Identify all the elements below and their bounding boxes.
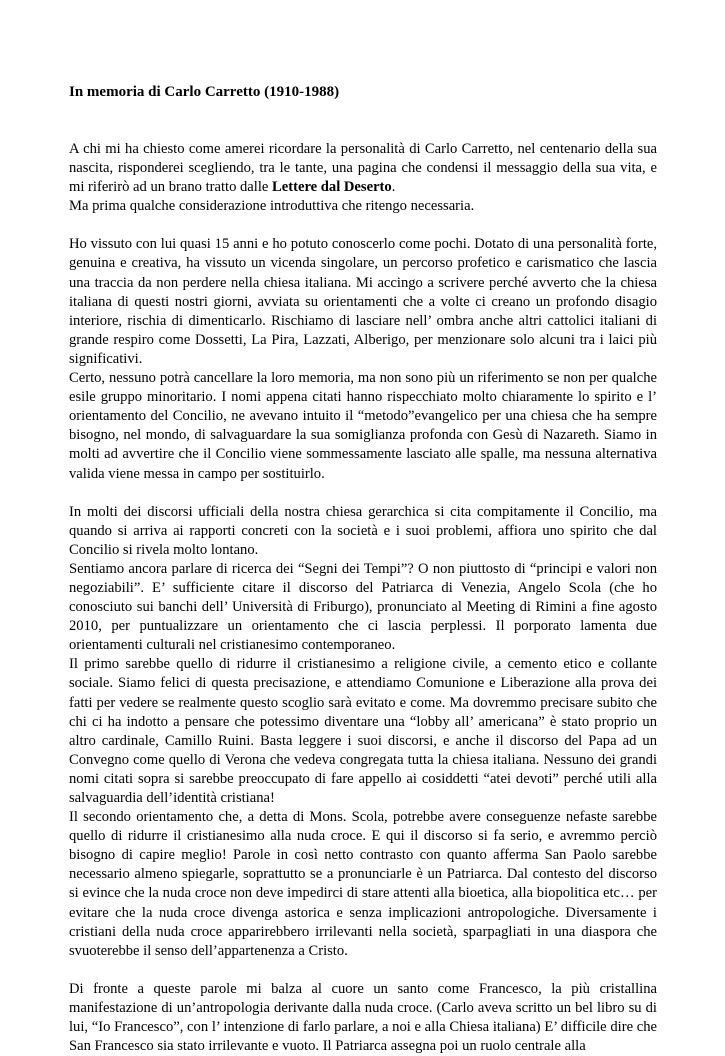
paragraph-second-orientation: Il secondo orientamento che, a detta di Mons. Scola, potrebbe avere conseguenze nefaste sarebbe quello di ridurre il cristianesimo alla nuda croce. E qui il discorso si fa serio, e avremmo perciò bisogno di capire meglio! Parole in così netto contrasto con quanto afferma San Paolo sarebbe necessario almeno spiegarle, soprattutto se a pronunciarle è un Patriarca. Dal contesto del discorso si evince che la nuda croce non deve impedirci di stare attenti alla bioetica, alla biopolitica etc… per evitare che la nuda croce divenga astorica e senza implicazioni antropologiche. Diversamente i cristiani della nuda croce apparirebbero irrilevanti nella società, sparpagliati in una diaspora che svuoterebbe il senso dell’appartenenza a Cristo. xyxy=(69,809,657,959)
document-title: In memoria di Carlo Carretto (1910-1988) xyxy=(69,84,340,100)
paragraph-premise: Ma prima qualche considerazione introduttiva che ritengo necessaria. xyxy=(69,198,475,215)
paragraph-signs-of-times: Sentiamo ancora parlare di ricerca dei “Segni dei Tempi”? O non piuttosto di “principi e valori non negoziabili”. E’ sufficiente citare il discorso del Patriarca di Venezia, Angelo Scola (che ho conosciuto sui banchi dell’ Università di Friburgo), pronunciato al Meeting di Rimini a fine agosto 2010, per puntualizzare un orientamento che ci lascia perplessi. Il porporato lamenta due orientamenti culturali nel cristianesimo contemporaneo. xyxy=(69,560,657,654)
paragraph-francesco: Di fronte a queste parole mi balza al cuore un santo come Francesco, la più cristallina manifestazione di un’antropologia derivante dalla nuda croce. (Carlo aveva scritto un bel libro su di lui, “Io Francesco”, con l’ intenzione di farlo parlare, a noi e alla Chiesa italiana) E’ difficile dire che San Francesco sia stato irrilevante e vuoto. Il Patriarca assegna poi un ruolo centrale alla xyxy=(69,980,657,1055)
paragraph-intro xyxy=(69,140,657,197)
paragraph-council: Certo, nessuno potrà cancellare la loro memoria, ma non sono più un riferimento se non per qualche esile gruppo minoritario. I nomi appena citati hanno rispecchiato molto chiaramente lo spirito e l’ orientamento del Concilio, ne avevano intuito il “metodo”evangelico per una chiesa che ha sempre bisogno, nel mondo, di salvaguardare la sua somiglianza profonda con Gesù di Nazareth. Siamo in molti ad avvertire che il Concilio viene sommessamente lasciato alle spalle, ma nessuna alternativa valida viene messa in campo per sostituirlo. xyxy=(69,370,657,482)
intro-text: A chi mi ha chiesto come amerei ricordare la personalità di Carlo Carretto, nel centenario della sua nascita, risponderei scegliendo, tra le tante, una pagina che condensi il messaggio della sua vita, e mi riferirò ad un brano tratto dalle xyxy=(69,141,657,196)
paragraph-official-discourses: In molti dei discorsi ufficiali della nostra chiesa gerarchica si cita compitamente il Concilio, ma quando si arriva ai rapporti concreti con la società e i suoi problemi, affiora uno spirito che dal Concilio si rivela molto lontano. xyxy=(69,503,657,558)
intro-period: . xyxy=(391,179,396,196)
book-title-lettere-dal-deserto: Lettere dal Deserto xyxy=(272,179,392,196)
paragraph-memories: Ho vissuto con lui quasi 15 anni e ho potuto conoscerlo come pochi. Dotato di una personalità forte, genuina e creativa, ha vissuto un vicenda singolare, un percorso profetico e carismatico che lascia una traccia da non perdere nella chiesa italiana. Mi accingo a scrivere perché avverto che la chiesa italiana di questi nostri giorni, avviata su orientamenti che a volte ci creano un profondo disagio interiore, rischia di dimenticarlo. Rischiamo di lasciare nell’ ombra anche altri cattolici italiani di grande respiro come Dossetti, La Pira, Lazzati, Alberigo, per menzionare solo alcuni tra i laici più significativi. xyxy=(69,236,657,367)
paragraph-first-orientation: Il primo sarebbe quello di ridurre il cristianesimo a religione civile, a cemento etico e collante sociale. Siamo felici di questa precisazione, e attendiamo Comunione e Liberazione alla prova dei fatti per vedere se realmente questo scoglio sarà evitato e come. Ma dovremmo precisare subito che chi ci ha indotto a pensare che potessimo diventare una “lobby all’ americana” è stato proprio un altro cardinale, Camillo Ruini. Basta leggere i suoi discorsi, e anche il discorso del Papa ad un Convegno come quello di Verona che vedeva congregata tutta la chiesa italiana. Nessuno dei grandi nomi citati sopra si sarebbe preoccupato di fare appello ai cosiddetti “atei devoti” perché utili alla salvaguardia dell’identità cristiana! xyxy=(69,656,657,806)
document-body xyxy=(69,140,657,1056)
